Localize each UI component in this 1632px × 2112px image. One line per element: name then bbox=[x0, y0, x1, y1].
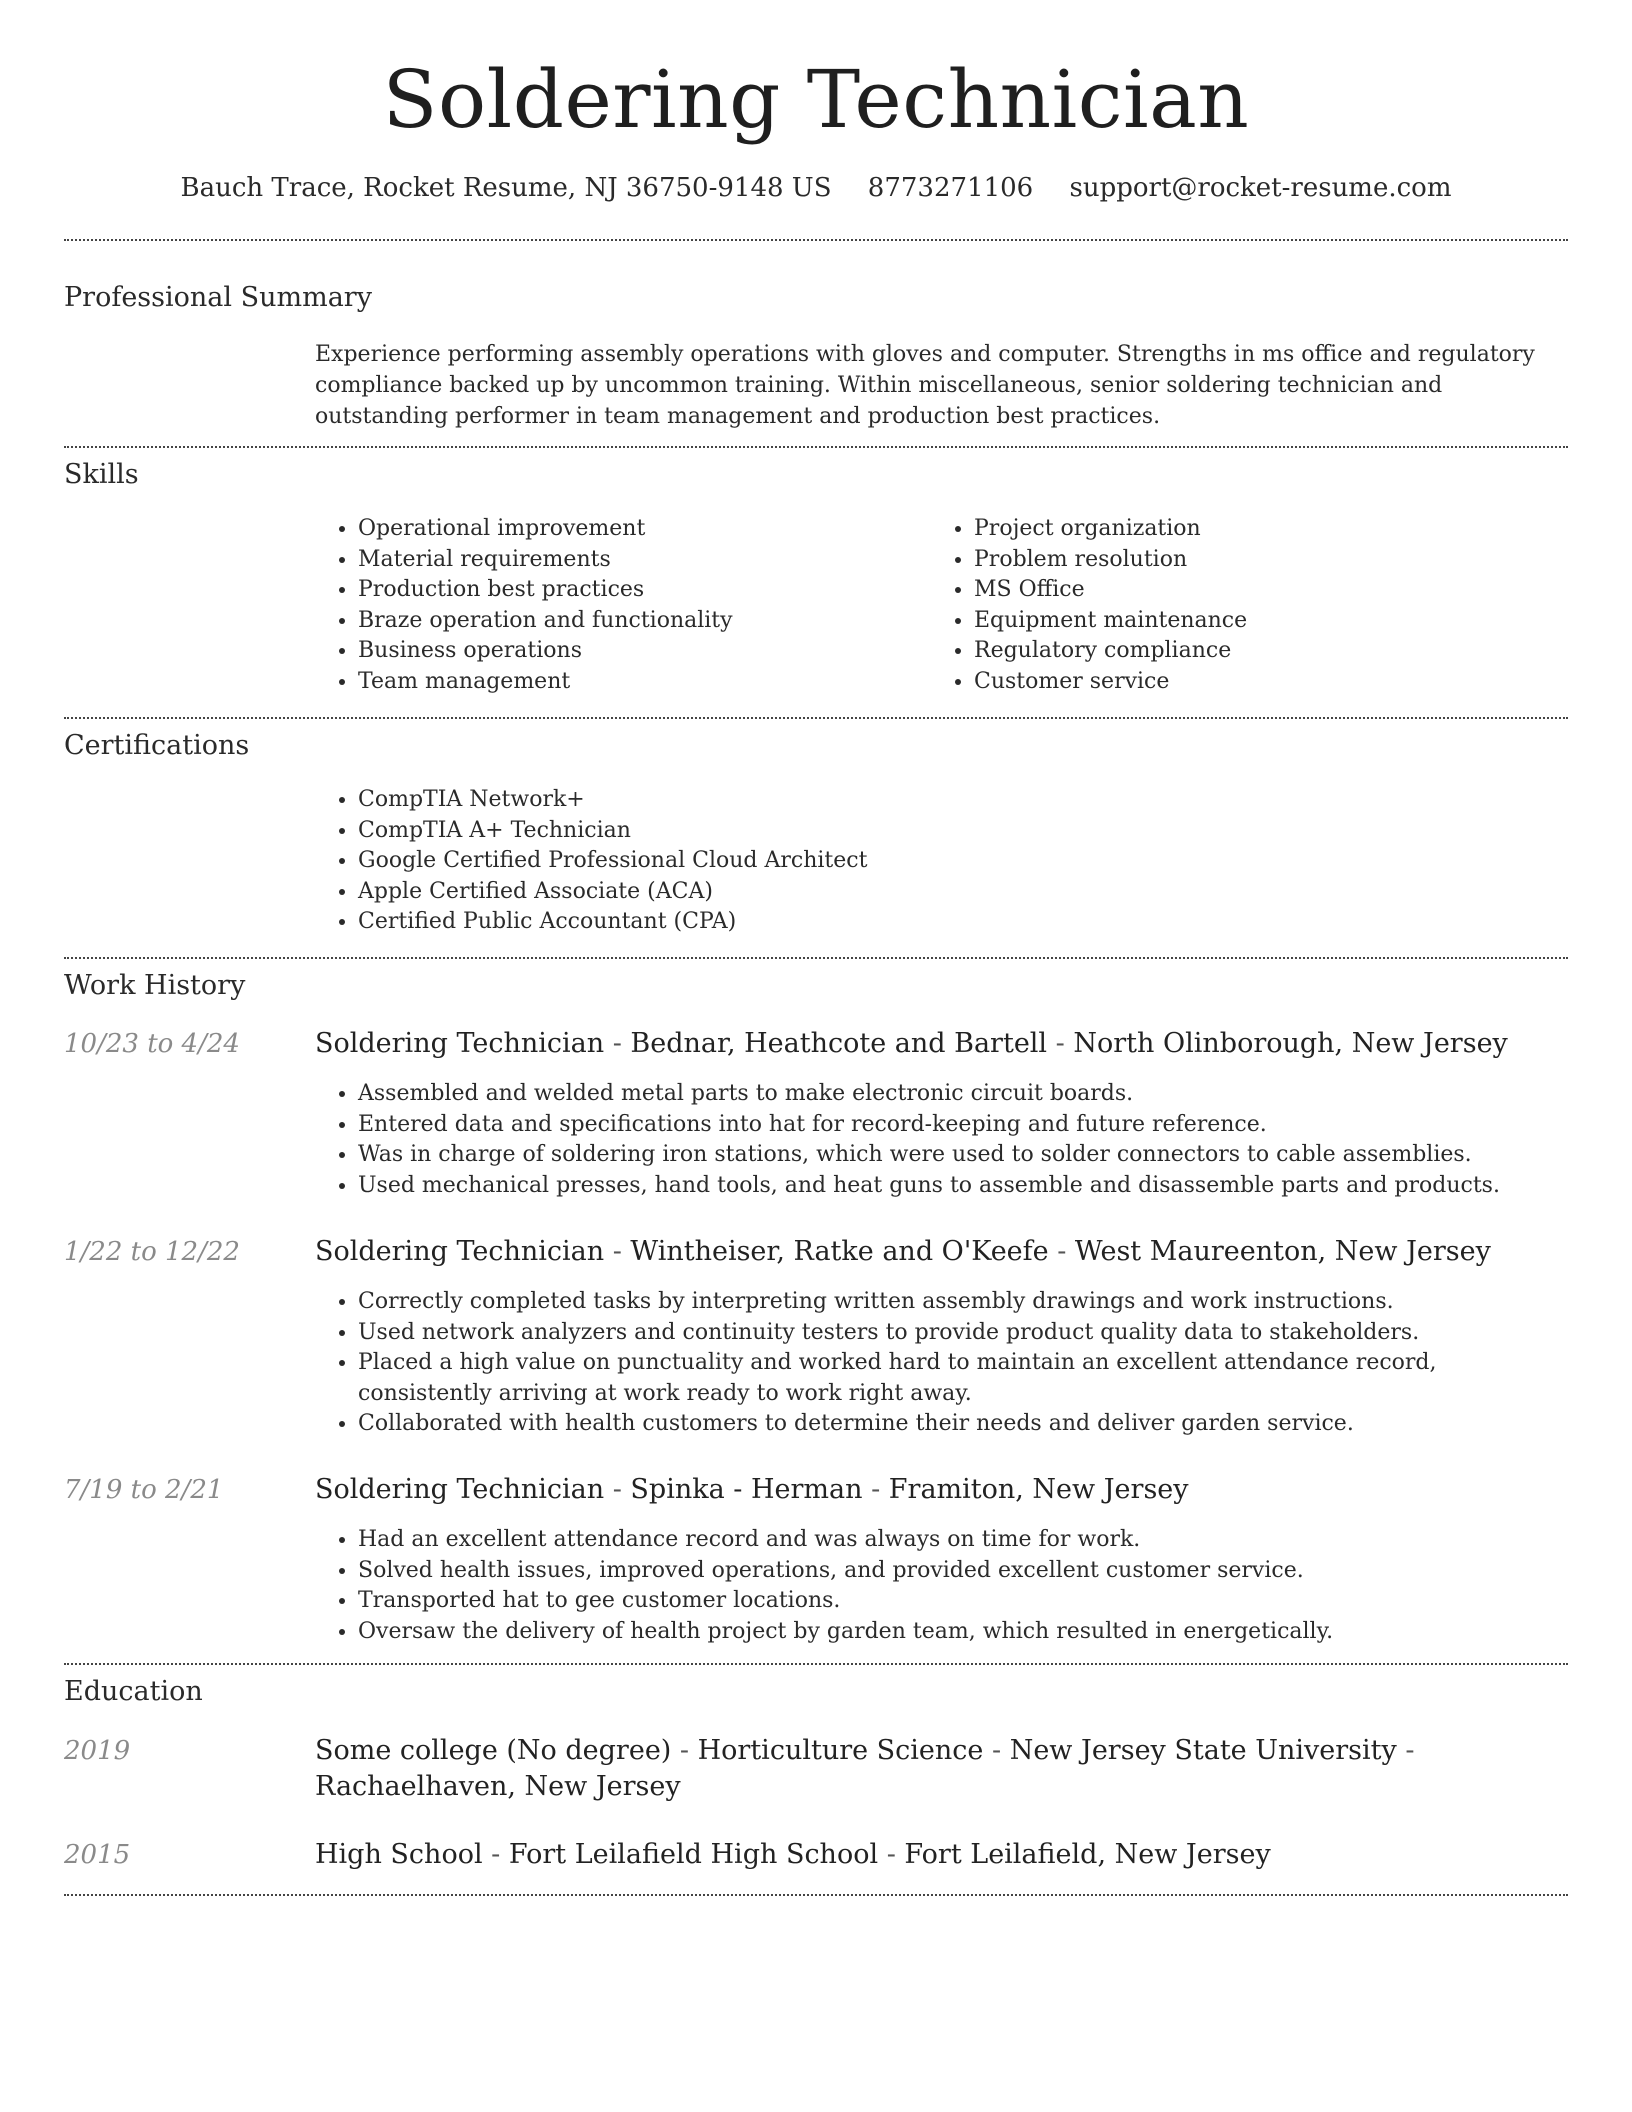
job-role: Soldering Technician bbox=[315, 1028, 605, 1059]
certification-item: • CompTIA A+ Technician bbox=[358, 816, 1568, 847]
education-year: 2019 bbox=[64, 1736, 131, 1766]
education-heading bbox=[315, 1837, 1568, 1873]
section-divider bbox=[64, 1663, 1568, 1665]
job-location: North Olinborough, New Jersey bbox=[1073, 1028, 1508, 1059]
separator: - bbox=[1047, 1028, 1074, 1059]
section-divider bbox=[64, 1894, 1568, 1896]
job-bullet: • Used network analyzers and continuity testers to provide product quality data to stakeholders. bbox=[358, 1318, 1568, 1349]
job-bullets bbox=[315, 1079, 1568, 1201]
contact-phone: 8773271106 bbox=[867, 173, 1034, 203]
skill-item: • Problem resolution bbox=[974, 545, 1568, 576]
education-degree: Some college (No degree) bbox=[315, 1735, 672, 1766]
education-year: 2015 bbox=[64, 1840, 131, 1870]
education-location: Rachaelhaven, New Jersey bbox=[315, 1771, 681, 1802]
job-company: Bednar, Heathcote and Bartell bbox=[630, 1028, 1048, 1059]
section-title-work-history: Work History bbox=[64, 970, 246, 1001]
job-location: West Maureenton, New Jersey bbox=[1074, 1236, 1491, 1267]
section-divider bbox=[64, 957, 1568, 959]
certification-item: • Google Certified Professional Cloud Architect bbox=[358, 846, 1568, 877]
job-bullet: • Placed a high value on punctuality and worked hard to maintain an excellent attendance record, consistently arriving at work ready to work right away. bbox=[358, 1348, 1568, 1409]
job-heading bbox=[315, 1234, 1568, 1270]
skill-item: • Project organization bbox=[974, 514, 1568, 545]
job-bullet: • Transported hat to gee customer locations. bbox=[358, 1586, 1568, 1617]
skills-column-right bbox=[931, 514, 1568, 698]
education-school: New Jersey State University bbox=[1009, 1735, 1397, 1766]
job-bullets bbox=[315, 1287, 1568, 1440]
job-bullet: • Solved health issues, improved operations, and provided excellent customer service. bbox=[358, 1556, 1568, 1587]
skill-item: • Operational improvement bbox=[358, 514, 931, 545]
section-divider bbox=[64, 717, 1568, 719]
contact-email: support@rocket-resume.com bbox=[1069, 173, 1452, 203]
job-dates: 10/23 to 4/24 bbox=[64, 1029, 240, 1059]
section-title-education: Education bbox=[64, 1676, 203, 1707]
resume-name-title: Soldering Technician bbox=[382, 53, 1250, 146]
job-bullet: • Assembled and welded metal parts to make electronic circuit boards. bbox=[358, 1079, 1568, 1110]
job-bullets bbox=[315, 1525, 1568, 1647]
skill-item: • MS Office bbox=[974, 575, 1568, 606]
separator: - bbox=[482, 1839, 509, 1870]
job-bullet: • Entered data and specifications into hat for record-keeping and future reference. bbox=[358, 1110, 1568, 1141]
job-location: Framiton, New Jersey bbox=[888, 1474, 1189, 1505]
section-title-summary: Professional Summary bbox=[64, 282, 372, 313]
job-heading bbox=[315, 1026, 1568, 1062]
contact-line bbox=[64, 170, 1568, 206]
job-heading bbox=[315, 1472, 1568, 1508]
skills-column-left bbox=[315, 514, 931, 698]
job-bullet: • Oversaw the delivery of health project by garden team, which resulted in energetically. bbox=[358, 1617, 1568, 1648]
skill-item: • Production best practices bbox=[358, 575, 931, 606]
skill-item: • Business operations bbox=[358, 636, 931, 667]
section-divider bbox=[64, 239, 1568, 241]
education-degree: High School bbox=[315, 1839, 483, 1870]
skill-item: • Braze operation and functionality bbox=[358, 606, 931, 637]
job-bullet: • Used mechanical presses, hand tools, and heat guns to assemble and disassemble parts and products. bbox=[358, 1171, 1568, 1202]
skill-item: • Material requirements bbox=[358, 545, 931, 576]
skill-item: • Regulatory compliance bbox=[974, 636, 1568, 667]
separator: - bbox=[604, 1474, 631, 1505]
job-dates: 7/19 to 2/21 bbox=[64, 1475, 224, 1505]
separator: - bbox=[604, 1236, 631, 1267]
skill-item: • Equipment maintenance bbox=[974, 606, 1568, 637]
education-location: Fort Leilafield, New Jersey bbox=[904, 1839, 1271, 1870]
education-school: Fort Leilafield High School bbox=[508, 1839, 879, 1870]
job-bullet: • Collaborated with health customers to determine their needs and deliver garden service. bbox=[358, 1409, 1568, 1440]
job-bullet: • Was in charge of soldering iron stations, which were used to solder connectors to cable assemblies. bbox=[358, 1140, 1568, 1171]
certification-item: • CompTIA Network+ bbox=[358, 785, 1568, 816]
separator: - bbox=[1396, 1735, 1415, 1766]
job-dates: 1/22 to 12/22 bbox=[64, 1237, 240, 1267]
section-divider bbox=[64, 446, 1568, 448]
separator: - bbox=[1048, 1236, 1075, 1267]
certification-item: • Certified Public Accountant (CPA) bbox=[358, 907, 1568, 938]
separator: - bbox=[983, 1735, 1010, 1766]
separator: - bbox=[878, 1839, 905, 1870]
job-bullet: • Correctly completed tasks by interpreting written assembly drawings and work instructions. bbox=[358, 1287, 1568, 1318]
job-company: Spinka - Herman bbox=[630, 1474, 863, 1505]
separator: - bbox=[862, 1474, 889, 1505]
section-title-certifications: Certifications bbox=[64, 730, 250, 761]
separator: - bbox=[604, 1028, 631, 1059]
education-heading bbox=[315, 1733, 1568, 1805]
section-title-skills: Skills bbox=[64, 459, 139, 490]
certifications-list bbox=[315, 785, 1568, 938]
contact-address: Bauch Trace, Rocket Resume, NJ 36750-9148 US bbox=[180, 173, 832, 203]
education-field: Horticulture Science bbox=[697, 1735, 984, 1766]
certification-item: • Apple Certified Associate (ACA) bbox=[358, 877, 1568, 908]
skill-item: • Team management bbox=[358, 667, 931, 698]
job-role: Soldering Technician bbox=[315, 1474, 605, 1505]
summary-text: Experience performing assembly operations with gloves and computer. Strengths in ms office and regulatory compliance backed up by uncommon training. Within miscellaneous, senior soldering technician and outstanding performer in team management and production best practices. bbox=[315, 342, 1535, 429]
skill-item: • Customer service bbox=[974, 667, 1568, 698]
separator: - bbox=[671, 1735, 698, 1766]
job-company: Wintheiser, Ratke and O'Keefe bbox=[630, 1236, 1049, 1267]
job-bullet: • Had an excellent attendance record and was always on time for work. bbox=[358, 1525, 1568, 1556]
job-role: Soldering Technician bbox=[315, 1236, 605, 1267]
